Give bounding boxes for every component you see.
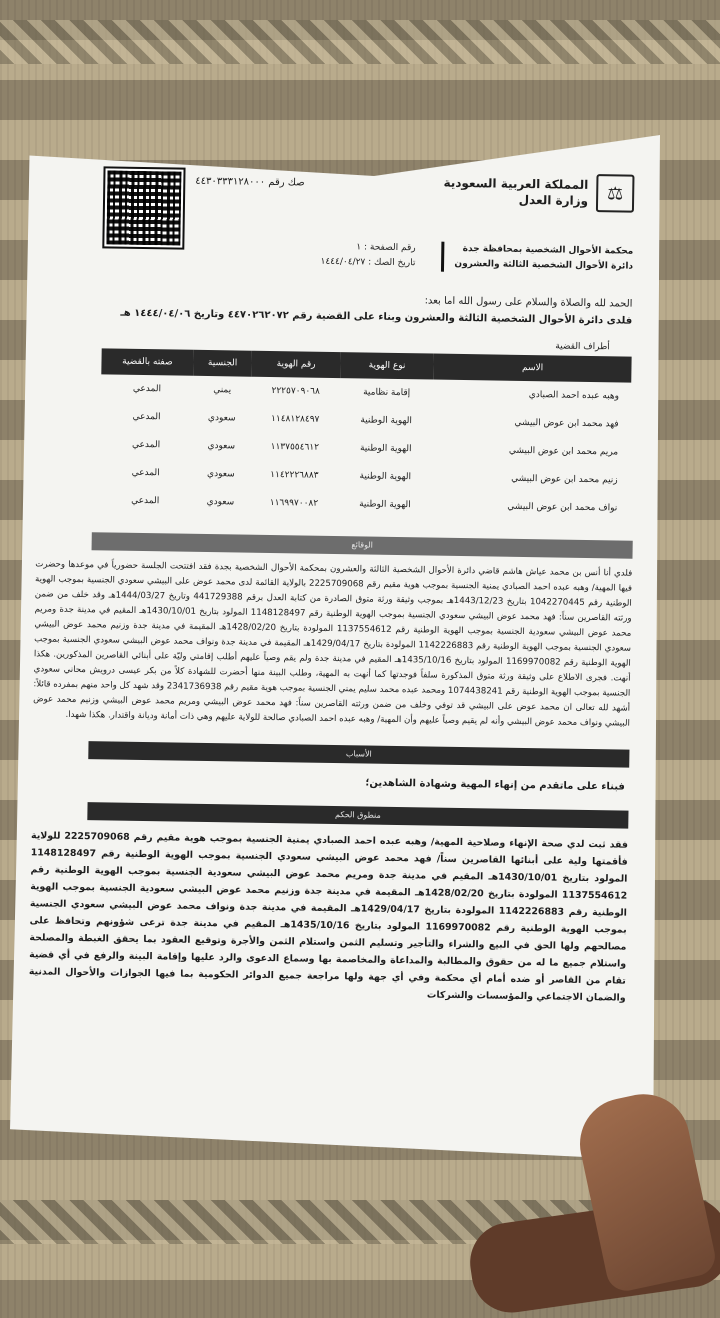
table-cell: نواف محمد ابن عوض البيشي — [507, 501, 618, 514]
rug-pattern-top — [0, 20, 720, 64]
table-cell: سعودي — [207, 413, 236, 424]
section-bar-procedure: الوقائع — [92, 532, 633, 558]
table-cell: الهوية الوطنية — [359, 443, 412, 455]
section-bar-reasons: الأسباب — [88, 741, 629, 767]
procedure-paragraph: فلدي أنا أنس بن محمد عياش هاشم قاضي دائرة الأحوال الشخصية الثالثة والعشرون بمحكمة الأحوال الشخصية بجدة فقد افتتحت الجلسة حضورياً في موعدها وحضرت فيها المهية/ وهبه عبده احمد الصبادي يمنية الجنسية بموجب هوية مقيم رقم 2225709068 بالولاية القائمة لدى محمد عوض على البيشي سعودي الجنسية بموجب الهوية الوطنية رقم 1042270445 بتاريخ 1443/12/23هـ بموجب وثيقة ورثة متوق الصادرة من كتابة العدل برقم 441729388 وتاريخ 1444/03/27هـ وقد خلف من ضمن ورثته القاصرين سناً: فهد محمد عوض البيشي سعودي الجنسية بموجب الهوية الوطنية رقم 1148128497 المولود بتاريخ 1430/10/01هـ المقيم في مدينة جدة ومريم محمد عوض البيشي سعودية الجنسية بموجب الهوية الوطنية رقم 1137554612 المولودة بتاريخ 1428/02/20هـ المقيمة في مدينة جدة وزنيم محمد عوض البيشي سعودي الجنسية بموجب الهوية الوطنية رقم 1142226883 المولودة بتاريخ 1429/04/17هـ المقيمة في مدينة جدة ونواف محمد عوض البيشي سعودي الجنسية بموجب الهوية الوطنية رقم 1169970082 المولود بتاريخ 1435/10/16هـ المقيم في مدينة جدة ولم يقم وصياً عليهم أطلب إقامتي وليّة على أبنائي القاصرين المذكورين. هكذا أنهت. فجرى الاطلاع على وثيقة ورثة متوق المذكورة سلفاً فوجدتها كما أنهت به المهية، وطلب البينة منها أحضرت للشهادة كلاً من بكر عيسى درويش محاني سعودي الجنسية بموجب الهوية الوطنية رقم 1074438241 ومحمد عبده محمد سليم يمني الجنسية بموجب هوية مقيم رقم 2341736938 وقد شهد كل واحد منهم بمفرده قائلاً: أشهد لله تعالى ان محمد عوض على البيشي قد توفي وخلف من ضمن ورثته القاصرين سناً: فهد محمد عوض البيشي ومريم محمد عوض البيشي وزنيم محمد عوض البيشي ونواف محمد عوض البيشي وأنه لم يقيم وصياً عليهم وأن المهية/ وهبه عبده احمد الصبادي صالحة للولاية عليهم وهي ذات أمانة وديانة واقتدار. هكذا شهدا. — [33, 559, 633, 729]
parties-label: أطراف القضية — [555, 341, 610, 353]
column-header: الجنسية — [193, 350, 252, 377]
ministry-block — [443, 172, 634, 213]
column-header: الاسم — [434, 354, 632, 383]
case-intro: فلدى دائرة الأحوال الشخصية الثالثة والعشرون وبناء على القضية رقم ٤٤٧٠٢٦٢٠٧٢ وتاريخ ١٤٤٤/٠٤/٠٦ هـ — [120, 307, 633, 327]
table-cell: سعودي — [206, 497, 235, 508]
table-cell: ١١٤٢٢٢٦٨٨٣ — [270, 470, 319, 481]
table-cell: الهوية الوطنية — [360, 415, 413, 427]
table-cell: المدعي — [131, 495, 160, 507]
qr-code-icon — [104, 168, 183, 247]
greeting-line: الحمد لله والصلاة والسلام على رسول الله اما بعد: — [424, 295, 633, 310]
table-cell: ١١٤٨١٢٨٤٩٧ — [271, 414, 320, 425]
basis-line: فبناء على ماتقدم من إنهاء المهية وشهادة الشاهدين؛ — [365, 777, 625, 793]
table-cell: الهوية الوطنية — [359, 499, 411, 511]
table-cell: سعودي — [207, 441, 236, 452]
table-cell: ١١٦٩٩٧٠٠٨٢ — [269, 497, 319, 509]
document-header — [27, 165, 653, 235]
table-cell: المدعي — [131, 467, 160, 479]
table-cell: ١١٣٧٥٥٤٦١٢ — [270, 442, 320, 453]
parties-table — [99, 348, 632, 522]
country-name: المملكة العربية السعودية — [443, 175, 589, 192]
ruling-paragraph: فقد ثبت لدي صحة الإنهاء وصلاحية المهية/ وهبه عبده احمد الصبادي يمنية الجنسية بموجب هوية مقيم رقم 2225709068 للولاية فأقمتها ولية على أبنائها القاصرين سناً/ فهد محمد عوض البيشي سعودي الجنسية بموجب الهوية الوطنية رقم 1148128497 المولود بتاريخ 1430/10/01هـ المقيم في مدينة جدة ومريم محمد عوض البيشي سعودية الجنسية بموجب الهوية الوطنية رقم 1137554612 المولودة بتاريخ 1428/02/20هـ المقيمة في مدينة جدة وزنيم محمد عوض البيشي سعودية الجنسية بموجب الهوية الوطنية رقم 1142226883 المولودة بتاريخ 1429/04/17هـ المقيمة في مدينة جدة ونواف محمد عوض البيشي سعودي الجنسية بموجب الهوية الوطنية رقم 1169970082 المولود بتاريخ 1435/10/16هـ المقيم في مدينة جدة ترعى شؤونهم وتحافظ على مصالحهم ولها الحق في البيع والشراء والتأجير وتسليم الثمن واستلام الثمن والأجرة وتوقيع العقود بما يحقق الغبطة والمصلحة واستلام جميع ما له من حقوق والمطالبة والمداعاة والمخاصمة بها وسماع الدعوى والرد عليها وإقامة البينة والرفع في أي قضية تقام من القاصر أو ضده أمام أي محكمة وفي أي جهة ولها مراجعة جميع الدوائر الحكومية بما فيها الجوازات والأحوال المدنية والضمان الاجتماعي والمؤسسات والشركات — [28, 830, 629, 1004]
ministry-emblem-icon: ⚖ — [596, 174, 635, 213]
table-cell: المدعي — [132, 383, 162, 395]
table-cell: يمني — [213, 385, 232, 396]
table-cell: ٢٢٢٥٧٠٩٠٦٨ — [271, 386, 320, 397]
table-cell: المدعي — [132, 411, 161, 423]
table-cell: وهبه عبده احمد الصبادي — [528, 390, 620, 402]
court-name: محكمة الأحوال الشخصية بمحافظة جدة دائرة الأحوال الشخصية الثالثة والعشرون — [441, 242, 633, 275]
table-cell: فهد محمد ابن عوض البيشي — [514, 417, 619, 430]
ministry-name: وزارة العدل — [518, 192, 589, 208]
table-cell: إقامة نظامية — [363, 387, 411, 399]
deed-number: صك رقم ٤٤٣٠٣٣٣١٢٨٠٠٠ — [195, 175, 305, 189]
table-cell: الهوية الوطنية — [359, 471, 412, 483]
table-cell: زنيم محمد ابن عوض البيشي — [511, 473, 618, 486]
page-info: رقم الصفحة : ١ تاريخ الصك : ١٤٤٤/٠٤/٢٧ — [320, 242, 416, 269]
table-cell: المدعي — [132, 439, 161, 451]
section-bar-ruling: منطوق الحكم — [87, 802, 628, 828]
column-header: رقم الهوية — [252, 351, 341, 378]
column-header: صفته بالقضية — [101, 348, 193, 375]
column-header: نوع الهوية — [340, 352, 434, 379]
court-document — [12, 165, 652, 1135]
table-cell: سعودي — [206, 469, 235, 480]
table-cell: مريم محمد ابن عوض البيشي — [508, 445, 619, 458]
